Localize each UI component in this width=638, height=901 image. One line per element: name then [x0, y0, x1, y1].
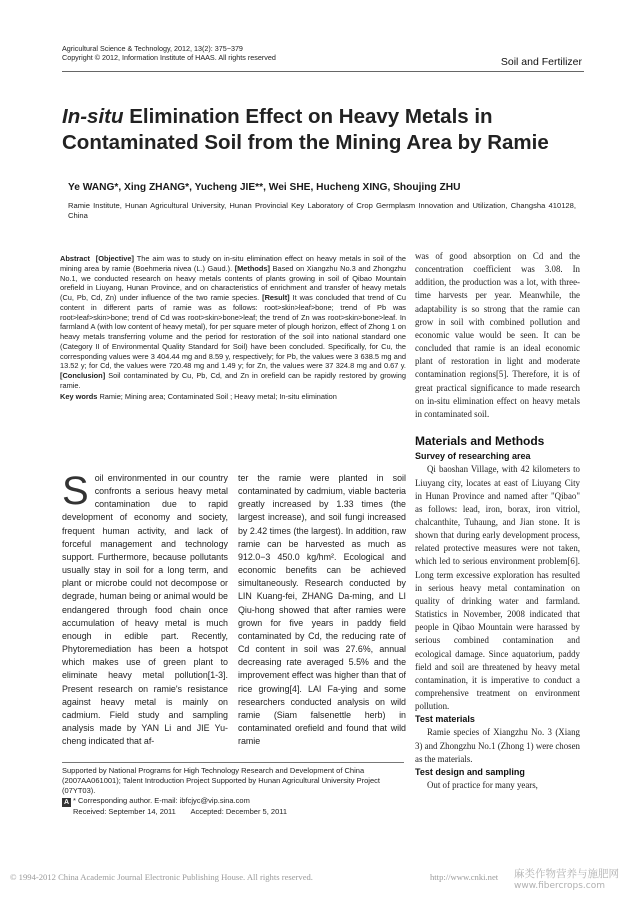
conclusion-text: Soil contaminated by Cu, Pb, Cd, and Zn in orefield can be rapidly restored by growing ramie.: [60, 371, 406, 390]
conclusion-tag: [Conclusion]: [60, 371, 106, 380]
body-column-left: [62, 469, 228, 748]
keywords-label: Key words: [60, 391, 98, 401]
abstract-label: Abstract: [60, 254, 90, 263]
watermark-cn: 麻类作物营养与施肥网: [514, 868, 619, 880]
dropcap: S: [62, 469, 89, 513]
corresponding-author: * Corresponding author. E-mail: ibfcjyc@vip.sina.com: [73, 796, 250, 805]
keywords-text: Ramie; Mining area; Contaminated Soil ; Heavy metal; In-situ elimination: [97, 391, 337, 401]
journal-citation: [62, 44, 276, 63]
title-rest: Elimination Effect on Heavy Metals in Contaminated Soil from the Mining Area by Ramie: [62, 105, 549, 154]
watermark: [514, 868, 619, 892]
title-italic: In-situ: [62, 105, 124, 128]
author-list: Ye WANG*, Xing ZHANG*, Yucheng JIE**, Wei SHE, Hucheng XING, Shoujing ZHU: [68, 182, 461, 193]
keywords: [60, 392, 406, 402]
section-label: Soil and Fertilizer: [500, 56, 582, 68]
abstract: [60, 254, 406, 401]
body-col1-text: oil environmented in our country confronts a serious heavy metal contamination due to rapid development of economy and society, frequent human activity, and lack of forceful management and technology support. Furthermore, because pollutants usually stay in soil for a long term, and plant or microbe could not decompose or degrade, human being or animal would be endangered through food chain once accumulation of heavy metal is much enough in edible part. Recently, Phytoremediation has been a hotspot which makes use of green plant to eliminate heavy metal pollution[1-3]. Present research on ramie's resistance against heavy metal is mainly on cadmium. Field study and sampling analysis made by YAN Li and JIE Yu-cheng indicated that af-: [62, 473, 228, 747]
objective-tag: [Objective]: [95, 254, 134, 263]
body-column-middle: [238, 472, 406, 748]
subheading-test-materials: Test materials: [415, 714, 475, 725]
article-title: [62, 104, 602, 156]
subheading-survey: Survey of researching area: [415, 451, 531, 462]
objective-text: The aim was to study on in-situ elimination effect on heavy metals in soil of the mining area by ramie (Boehmeria nivea (L.) Gaud.).: [60, 254, 406, 273]
cnki-link[interactable]: http://www.cnki.net: [430, 872, 499, 882]
funding-note: Supported by National Programs for High Technology Research and Development of China (2007AA061001); Talent Introduction Project Supported by Hunan Agricultural University Project (07YT03).: [62, 766, 380, 795]
section-heading-materials: Materials and Methods: [415, 434, 545, 449]
result-text: It was concluded that trend of Cu content in different parts of ramie was as follows: root>skin>leaf>bone; trend of Pb was root>leaf>skin>bone; trend of Cd was root>skin>bone>leaf; the trend of Zn was root>skin>bone>leaf. In farmland A (with low content of heavy metal), for per square meter of plough horizon, effect of Zhong 1 on heavy metals transferring volume and the period for restoration of the soil into national standard one (Category II of Environmental Quality Standard for Soil) have been concluded. Specifically, for Cu, the corresponding values were 3 404.44 mg and 8.59 y, respectively; for Pb, the values were 3 638.5 mg and 13.52 y; for Cd, the values were 720.48 mg and 1.49 y; for Zn, the values were 37 324.8 mg and 0.67 y.: [60, 293, 406, 371]
received-date: Received: September 14, 2011: [73, 807, 176, 816]
dates-row: [62, 807, 406, 817]
journal-citation-line: Agricultural Science & Technology, 2012, 13(2): 375−379: [62, 44, 243, 53]
abstract-body: [60, 254, 406, 391]
copyright-line: Copyright © 2012, Information Institute of HAAS. All rights reserved: [62, 53, 276, 63]
footnote: [62, 766, 406, 817]
publisher-logo-icon: A: [63, 799, 70, 806]
methods-tag: [Methods]: [234, 263, 270, 273]
accepted-date: Accepted: December 5, 2011: [190, 807, 288, 816]
right-column: [415, 250, 580, 792]
cnki-copyright: © 1994-2012 China Academic Journal Electronic Publishing House. All rights reserved.: [10, 872, 313, 882]
correspondence-row: [62, 796, 406, 807]
footnote-divider: [62, 762, 404, 763]
affiliation: Ramie Institute, Hunan Agricultural University, Hunan Provincial Key Laboratory of Crop Germplasm Innovation and Utilization, Changsha 410128, China: [68, 201, 576, 221]
intro-continuation: was of good absorption on Cd and the concentration coefficient was 3.08. In addition, the production was a lot, with three-time harvests per year. Meanwhile, the adaptability is so strong that the ramie can grow in soil with combined pollution and economic value would be seen. It can be concluded that ramie is an ideal economic plant of restoration in light and moderate contamination regions[5]. Therefore, it is of great practical significance to made research on in-situ elimination effect on heavy metals in contaminated soil.: [415, 251, 580, 419]
result-tag: [Result]: [262, 293, 290, 302]
test-materials-text: Ramie species of Xiangzhu No. 3 (Xiang 3) and Zhongzhu No.1 (Zhong 1) were chosen as the materials.: [415, 727, 580, 764]
test-design-text: Out of practice for many years,: [427, 780, 538, 791]
header-divider: [62, 71, 584, 72]
subheading-test-design: Test design and sampling: [415, 766, 525, 777]
body-col2-text: ter the ramie were planted in soil contaminated by cadmium, viable bacteria greatly increased by 1.33 times (the largest increase), and soil fungi increased by 2.42 times (the largest). In addition, raw ramie can be harvested as much as 912.0−3 450.0 kg/hm². Ecological and economic benefits can be achieved simultaneously. Research conducted by LIN Kuang-fei, ZHANG Da-ming, and LI Qiu-hong showed that after ramies were grown for five years in paddy field contaminated by Cd, the reducing rate of Cd content in soil was 27.6%, annual decreasing rate averaged 5.5% and the improvement effect was higher than that of rice growing[4]. LAI Fa-ying and some researchers conducted analysis on wild ramie (Siam falsenettle herb) in contaminated orefield and found that wild ramie: [238, 473, 406, 747]
watermark-url: www.fibercrops.com: [514, 881, 605, 891]
methods-text: Based on Xiangzhu No.3 and Zhongzhu No.1, we conducted research on heavy metals contents of plants growing in soil of Qibao Mountain orefield in Liuyang, Hunan Province, and on characteristics of enrichment and transfer of heavy metals (Cu, Pb, Cd, Zn) under influence of the two ramie species.: [60, 263, 406, 302]
survey-text: Qi baoshan Village, with 42 kilometers to Liuyang city, locates at east of Liuyang City in Hunan Province and named after "Qibao" as follows: lead, iron, borax, iron vitriol, chalcanthite, Tuhaung, and Jian stone. It is shown that during early development process, related protective measures were not taken, which led to serious environment problem[6]. Long term excessive exploration has resulted in serious heavy metal contamination on quality of drinking water and farmland. Statistics in November, 2008 indicated that people in Qibao Mountain were harassed by serious combined contamination and ecological damage. Since aquatorium, paddy field and soil are threatened by heavy metal contamination, it is imperative to conduct a comprehensive treatment on environment pollution.: [415, 464, 580, 712]
